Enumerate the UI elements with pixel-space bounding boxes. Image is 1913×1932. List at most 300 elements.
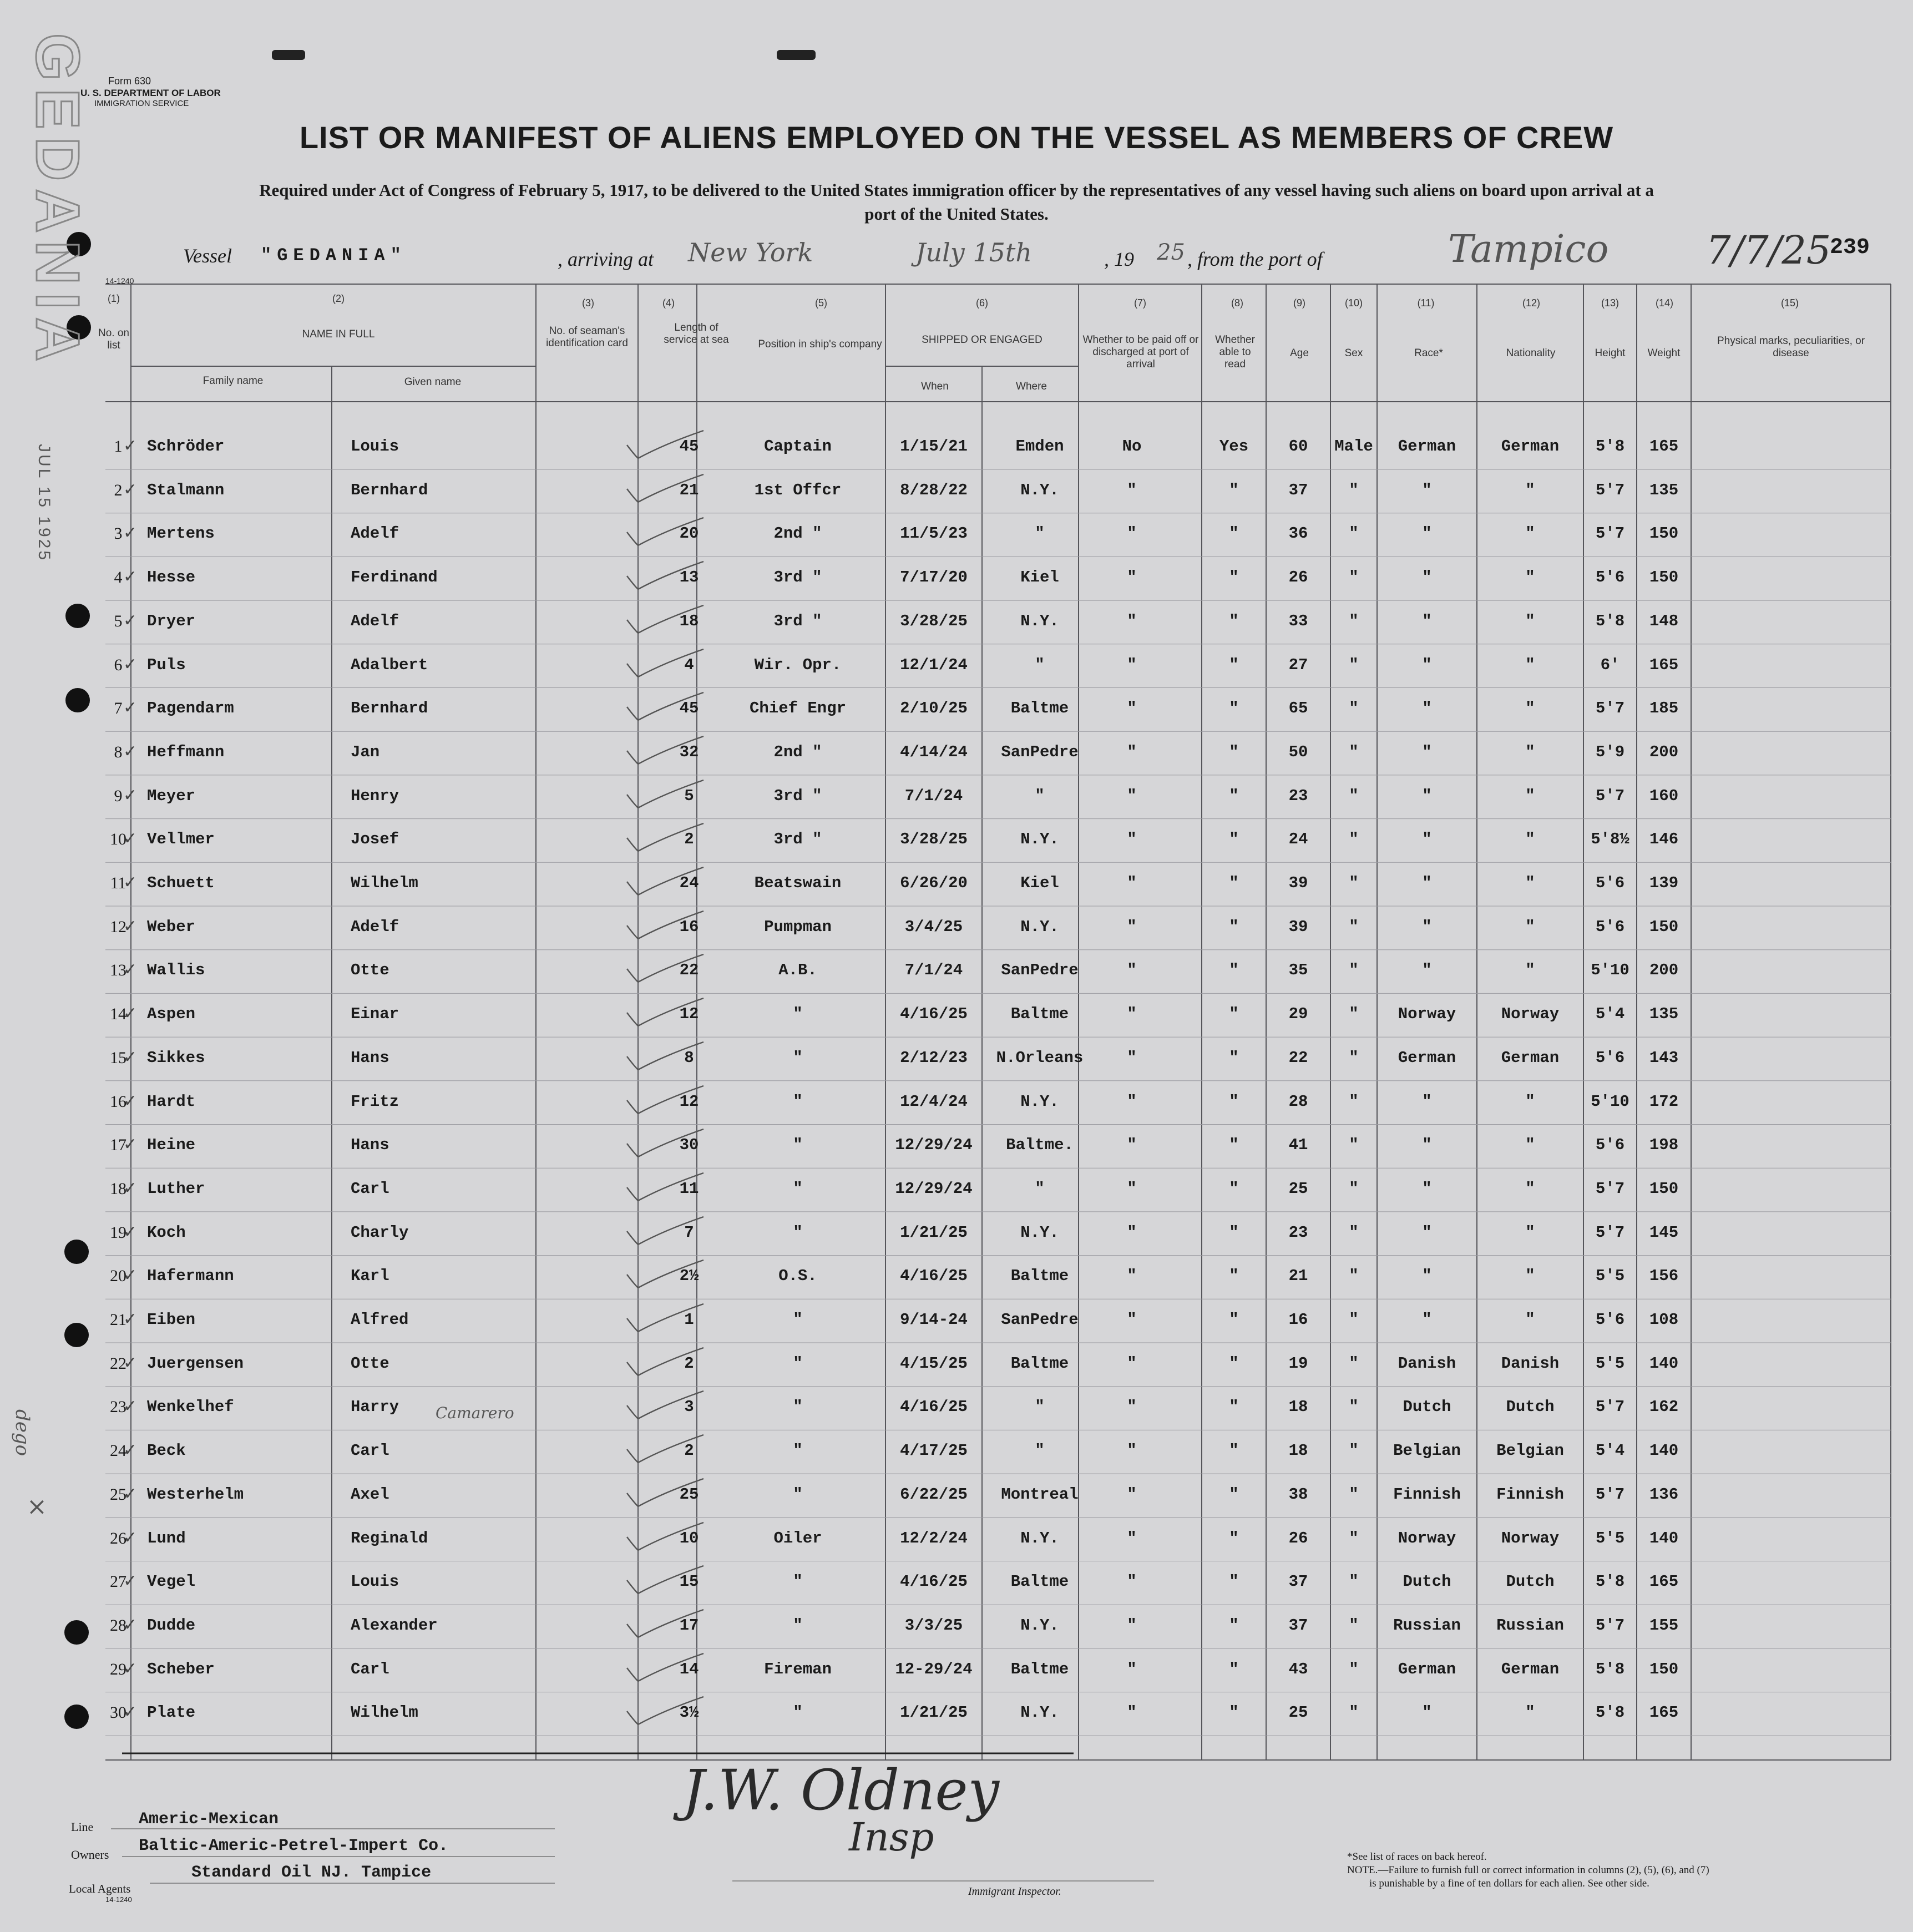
shipped-when: 3/28/25 [900, 830, 968, 849]
row-number: 17 [110, 1136, 126, 1155]
shipped-when: 3/28/25 [900, 611, 968, 630]
nationality: Dutch [1506, 1398, 1555, 1417]
service-length: 25 [679, 1485, 699, 1504]
race: " [1422, 481, 1432, 499]
col-10-header: Sex [1344, 347, 1363, 359]
nationality: " [1525, 1136, 1535, 1155]
able-to-read: " [1229, 786, 1239, 805]
weight: 172 [1649, 1092, 1679, 1111]
weight: 185 [1649, 699, 1679, 718]
nationality: " [1525, 1092, 1535, 1111]
weight: 140 [1649, 1529, 1679, 1547]
col-7-number: (7) [1134, 297, 1146, 308]
sex: " [1349, 1179, 1359, 1198]
service-length: 18 [679, 611, 699, 630]
given-name: Bernhard [351, 481, 428, 499]
weight: 150 [1649, 1179, 1679, 1198]
form-service: IMMIGRATION SERVICE [94, 99, 189, 108]
position: " [793, 1354, 803, 1373]
position: " [793, 1485, 803, 1504]
shipped-where: Kiel [1020, 874, 1059, 892]
weight: 150 [1649, 568, 1679, 587]
service-length: 5 [684, 786, 694, 805]
able-to-read: " [1229, 1005, 1239, 1024]
margin-x-mark: × [27, 1493, 47, 1521]
family-name: Beck [147, 1442, 186, 1460]
row-number: 15 [110, 1048, 126, 1067]
shipped-when: 3/3/25 [904, 1616, 963, 1635]
race: " [1422, 917, 1432, 936]
height: 5'7 [1595, 1485, 1625, 1504]
family-name: Pagendarm [147, 699, 234, 718]
height: 5'8 [1595, 1660, 1625, 1678]
weight: 198 [1649, 1136, 1679, 1155]
able-to-read: " [1229, 1485, 1239, 1504]
weight: 165 [1649, 1703, 1679, 1722]
weight: 200 [1649, 742, 1679, 761]
weight: 165 [1649, 655, 1679, 674]
weight: 200 [1649, 961, 1679, 980]
service-length: 7 [684, 1223, 694, 1242]
position: Oiler [773, 1529, 822, 1547]
check-mark: ✓ [123, 1703, 138, 1722]
family-name: Schuett [147, 874, 215, 892]
age: 35 [1288, 961, 1308, 980]
family-name: Luther [147, 1179, 205, 1198]
family-name: Scheber [147, 1660, 215, 1678]
shipped-when: 1/21/25 [900, 1223, 968, 1242]
height: 5'6 [1595, 568, 1625, 587]
paid-off: " [1127, 1311, 1137, 1329]
sex: " [1349, 568, 1359, 587]
age: 22 [1288, 1048, 1308, 1067]
age: 37 [1288, 1616, 1308, 1635]
able-to-read: " [1229, 1616, 1239, 1635]
weight: 162 [1649, 1398, 1679, 1417]
given-name: Adelf [351, 611, 399, 630]
weight: 145 [1649, 1223, 1679, 1242]
sex: Male [1334, 437, 1373, 456]
shipped-where: N.Y. [1020, 1223, 1059, 1242]
service-length: 45 [679, 699, 699, 718]
able-to-read: " [1229, 611, 1239, 630]
height: 5'8 [1595, 1703, 1625, 1722]
weight: 146 [1649, 830, 1679, 849]
nationality: " [1525, 1311, 1535, 1329]
height: 5'5 [1595, 1354, 1625, 1373]
age: 24 [1288, 830, 1308, 849]
row-number: 6 [114, 655, 123, 674]
check-mark: ✓ [123, 873, 138, 892]
position: " [793, 1092, 803, 1111]
col-4-header: Length of service at sea [664, 322, 729, 346]
height: 5'7 [1595, 699, 1625, 718]
row-23-note: Camarero [436, 1404, 514, 1422]
service-length: 12 [679, 1092, 699, 1111]
nationality: Norway [1501, 1005, 1560, 1024]
row-number: 20 [110, 1267, 126, 1286]
sex: " [1349, 524, 1359, 543]
col-3-header: No. of seaman's identification card [546, 325, 628, 349]
shipped-where: N.Y. [1020, 1092, 1059, 1111]
row-number: 4 [114, 568, 123, 587]
age: 16 [1288, 1311, 1308, 1329]
shipped-where: Montreal [1001, 1485, 1079, 1504]
given-name: Charly [351, 1223, 409, 1242]
check-mark: ✓ [123, 1091, 138, 1110]
family-name: Hardt [147, 1092, 196, 1111]
height: 5'10 [1591, 1092, 1629, 1111]
sex: " [1349, 1136, 1359, 1155]
age: 41 [1288, 1136, 1308, 1155]
race: German [1398, 1048, 1456, 1067]
shipped-where: N.Y. [1020, 1529, 1059, 1547]
able-to-read: " [1229, 1703, 1239, 1722]
able-to-read: " [1229, 1398, 1239, 1417]
agents-label: Local Agents [69, 1882, 131, 1895]
check-mark: ✓ [123, 655, 138, 674]
weight: 165 [1649, 437, 1679, 456]
row-number: 26 [110, 1529, 126, 1547]
shipped-where: Kiel [1020, 568, 1059, 587]
family-name: Puls [147, 655, 186, 674]
shipped-when: 12-29/24 [895, 1660, 973, 1678]
shipped-where: " [1035, 1442, 1045, 1460]
position: 1st Offcr [754, 481, 842, 499]
subtitle-line-2: port of the United States. [864, 204, 1049, 224]
paid-off: " [1127, 481, 1137, 499]
weight: 160 [1649, 786, 1679, 805]
arriving-port: New York [688, 237, 813, 267]
sex: " [1349, 1005, 1359, 1024]
service-length: 4 [684, 655, 694, 674]
service-length: 30 [679, 1136, 699, 1155]
shipped-where: Baltme [1010, 699, 1069, 718]
weight: 143 [1649, 1048, 1679, 1067]
nationality: Dutch [1506, 1572, 1555, 1591]
shipped-where: " [1035, 655, 1045, 674]
paid-off: " [1127, 1442, 1137, 1460]
paid-off: " [1127, 1485, 1137, 1504]
family-name: Hafermann [147, 1267, 234, 1286]
position: " [793, 1703, 803, 1722]
nationality: German [1501, 437, 1560, 456]
form-code-bottom: 14-1240 [105, 1895, 132, 1904]
age: 18 [1288, 1398, 1308, 1417]
arriving-label: , arriving at [558, 248, 654, 270]
nationality: " [1525, 961, 1535, 980]
height: 5'7 [1595, 481, 1625, 499]
age: 38 [1288, 1485, 1308, 1504]
paid-off: " [1127, 1136, 1137, 1155]
shipped-when: 12/2/24 [900, 1529, 968, 1547]
given-name: Hans [351, 1048, 389, 1067]
position: " [793, 1572, 803, 1591]
shipped-when: 2/10/25 [900, 699, 968, 718]
race: Norway [1398, 1005, 1456, 1024]
check-mark: ✓ [123, 1353, 138, 1372]
family-name: Lund [147, 1529, 186, 1547]
paid-off: " [1127, 874, 1137, 892]
able-to-read: " [1229, 1136, 1239, 1155]
position: Wir. Opr. [754, 655, 842, 674]
position: Captain [764, 437, 832, 456]
shipped-where: Emden [1015, 437, 1064, 456]
position: Beatswain [754, 874, 842, 892]
race: " [1422, 1703, 1432, 1722]
given-name: Alfred [351, 1311, 409, 1329]
race: " [1422, 961, 1432, 980]
shipped-when: 12/1/24 [900, 655, 968, 674]
paid-off: " [1127, 568, 1137, 587]
check-mark: ✓ [123, 699, 138, 717]
sex: " [1349, 1267, 1359, 1286]
given-name: Hans [351, 1136, 389, 1155]
row-number: 27 [110, 1572, 126, 1591]
shipped-when: 7/1/24 [904, 786, 963, 805]
given-name: Wilhelm [351, 1703, 418, 1722]
able-to-read: " [1229, 1179, 1239, 1198]
age: 33 [1288, 611, 1308, 630]
service-length: 2 [684, 1442, 694, 1460]
height: 5'6 [1595, 874, 1625, 892]
nationality: Belgian [1496, 1442, 1564, 1460]
col-10-number: (10) [1344, 297, 1363, 308]
shipped-when: 6/26/20 [900, 874, 968, 892]
nationality: " [1525, 786, 1535, 805]
race: " [1422, 1267, 1432, 1286]
given-name: Bernhard [351, 699, 428, 718]
paid-off: " [1127, 917, 1137, 936]
sex: " [1349, 786, 1359, 805]
sex: " [1349, 611, 1359, 630]
shipped-when: 12/4/24 [900, 1092, 968, 1111]
shipped-when: 7/17/20 [900, 568, 968, 587]
col-11-header: Race* [1414, 347, 1443, 359]
paid-off: " [1127, 1529, 1137, 1547]
height: 6' [1600, 655, 1620, 674]
age: 37 [1288, 481, 1308, 499]
given-name: Otte [351, 1354, 389, 1373]
able-to-read: " [1229, 1660, 1239, 1678]
row-number: 28 [110, 1616, 126, 1635]
nationality: " [1525, 1179, 1535, 1198]
service-length: 1 [684, 1311, 694, 1329]
row-number: 10 [110, 830, 126, 849]
service-length: 16 [679, 917, 699, 936]
given-name: Einar [351, 1005, 399, 1024]
age: 43 [1288, 1660, 1308, 1678]
service-length: 2 [684, 1354, 694, 1373]
col-12-number: (12) [1522, 297, 1540, 308]
row-number: 19 [110, 1223, 126, 1242]
shipped-when: 12/29/24 [895, 1179, 973, 1198]
check-mark: ✓ [123, 1484, 138, 1503]
paid-off: " [1127, 655, 1137, 674]
when-header: When [921, 381, 949, 392]
penalty-note-2: is punishable by a fine of ten dollars for each alien. See other side. [1369, 1878, 1649, 1889]
race: " [1422, 786, 1432, 805]
sex: " [1349, 1092, 1359, 1111]
position: " [793, 1398, 803, 1417]
family-name: Aspen [147, 1005, 196, 1024]
row-number: 9 [114, 786, 123, 805]
check-mark: ✓ [123, 830, 138, 848]
shipped-when: 7/1/24 [904, 961, 963, 980]
agents-value: Standard Oil NJ. Tampice [191, 1863, 432, 1882]
height: 5'4 [1595, 1005, 1625, 1024]
race: " [1422, 611, 1432, 630]
weight: 148 [1649, 611, 1679, 630]
height: 5'8 [1595, 1572, 1625, 1591]
sex: " [1349, 481, 1359, 499]
shipped-where: " [1035, 524, 1045, 543]
row-number: 14 [110, 1005, 126, 1024]
shipped-where: " [1035, 1398, 1045, 1417]
race: " [1422, 1311, 1432, 1329]
page-number: 239 [1830, 235, 1870, 260]
sex: " [1349, 699, 1359, 718]
shipped-where: SanPedre [1001, 1311, 1079, 1329]
sex: " [1349, 874, 1359, 892]
sex: " [1349, 1660, 1359, 1678]
race: Dutch [1403, 1572, 1451, 1591]
given-name: Josef [351, 830, 399, 849]
form-code-top: 14-1240 [105, 276, 134, 285]
able-to-read: " [1229, 961, 1239, 980]
paid-off: " [1127, 961, 1137, 980]
service-length: 13 [679, 568, 699, 587]
row-number: 25 [110, 1485, 126, 1504]
service-length: 10 [679, 1529, 699, 1547]
col-2-number: (2) [332, 293, 345, 304]
race: Russian [1393, 1616, 1461, 1635]
weight: 139 [1649, 874, 1679, 892]
age: 36 [1288, 524, 1308, 543]
from-port: Tampico [1448, 227, 1609, 271]
form-number: Form 630 [108, 75, 151, 87]
age: 23 [1288, 786, 1308, 805]
position: O.S. [778, 1267, 817, 1286]
inspector-signature-title: Insp [849, 1814, 934, 1860]
row-number: 22 [110, 1354, 126, 1373]
age: 29 [1288, 1005, 1308, 1024]
col-15-number: (15) [1780, 297, 1799, 308]
paid-off: " [1127, 1179, 1137, 1198]
paid-off: " [1127, 1048, 1137, 1067]
shipped-when: 2/12/23 [900, 1048, 968, 1067]
able-to-read: " [1229, 1572, 1239, 1591]
given-name: Alexander [351, 1616, 438, 1635]
row-number: 13 [110, 961, 126, 980]
position: 2nd " [773, 524, 822, 543]
check-mark: ✓ [123, 1310, 138, 1328]
row-number: 30 [110, 1703, 126, 1722]
able-to-read: " [1229, 917, 1239, 936]
paid-off: " [1127, 699, 1137, 718]
family-name: Koch [147, 1223, 186, 1242]
check-mark: ✓ [123, 480, 138, 499]
paid-off: No [1122, 437, 1142, 456]
check-mark: ✓ [123, 1135, 138, 1154]
sex: " [1349, 655, 1359, 674]
shipped-where: N.Y. [1020, 1703, 1059, 1722]
check-mark: ✓ [123, 1179, 138, 1197]
age: 25 [1288, 1179, 1308, 1198]
family-name: Hesse [147, 568, 196, 587]
age: 65 [1288, 699, 1308, 718]
check-mark: ✓ [123, 742, 138, 761]
family-name: Juergensen [147, 1354, 244, 1373]
page-title: LIST OR MANIFEST OF ALIENS EMPLOYED ON THE VESSEL AS MEMBERS OF CREW [299, 120, 1614, 155]
age: 27 [1288, 655, 1308, 674]
able-to-read: " [1229, 742, 1239, 761]
given-name-header: Given name [404, 376, 462, 388]
nationality: Norway [1501, 1529, 1560, 1547]
age: 21 [1288, 1267, 1308, 1286]
given-name: Harry [351, 1398, 399, 1417]
height: 5'6 [1595, 1311, 1625, 1329]
nationality: German [1501, 1660, 1560, 1678]
row-number: 5 [114, 611, 123, 630]
family-name: Wallis [147, 961, 205, 980]
paid-off: " [1127, 1616, 1137, 1635]
given-name: Adelf [351, 917, 399, 936]
age: 26 [1288, 568, 1308, 587]
check-mark: ✓ [123, 1004, 138, 1023]
position: " [793, 1048, 803, 1067]
check-mark: ✓ [123, 524, 138, 543]
age: 39 [1288, 874, 1308, 892]
given-name: Carl [351, 1660, 389, 1678]
col-5-number: (5) [815, 297, 827, 308]
race: Danish [1398, 1354, 1456, 1373]
height: 5'7 [1595, 1179, 1625, 1198]
check-mark: ✓ [123, 1528, 138, 1547]
height: 5'5 [1595, 1529, 1625, 1547]
sex: " [1349, 1311, 1359, 1329]
sex: " [1349, 1616, 1359, 1635]
sex: " [1349, 1485, 1359, 1504]
height: 5'7 [1595, 786, 1625, 805]
shipped-when: 6/22/25 [900, 1485, 968, 1504]
subtitle-line-1: Required under Act of Congress of February 5, 1917, to be delivered to the United States immigration officer by the representatives of any vessel having such aliens on board upon arrival at a [259, 180, 1654, 200]
able-to-read: " [1229, 1048, 1239, 1067]
race: Norway [1398, 1529, 1456, 1547]
position: " [793, 1005, 803, 1024]
race: Finnish [1393, 1485, 1461, 1504]
position: " [793, 1311, 803, 1329]
position: " [793, 1179, 803, 1198]
shipped-when: 4/17/25 [900, 1442, 968, 1460]
race: " [1422, 830, 1432, 849]
weight: 108 [1649, 1311, 1679, 1329]
age: 25 [1288, 1703, 1308, 1722]
inspector-signature: J.W. Oldney [682, 1758, 1000, 1823]
paid-off: " [1127, 1267, 1137, 1286]
race: Belgian [1393, 1442, 1461, 1460]
sex: " [1349, 917, 1359, 936]
col-8-number: (8) [1231, 297, 1243, 308]
able-to-read: " [1229, 481, 1239, 499]
col-1-header: No. on list [98, 327, 129, 351]
race: " [1422, 568, 1432, 587]
position: Fireman [764, 1660, 832, 1678]
paid-off: " [1127, 611, 1137, 630]
paid-off: " [1127, 1092, 1137, 1111]
shipped-where: N.Y. [1020, 830, 1059, 849]
height: 5'8 [1595, 437, 1625, 456]
